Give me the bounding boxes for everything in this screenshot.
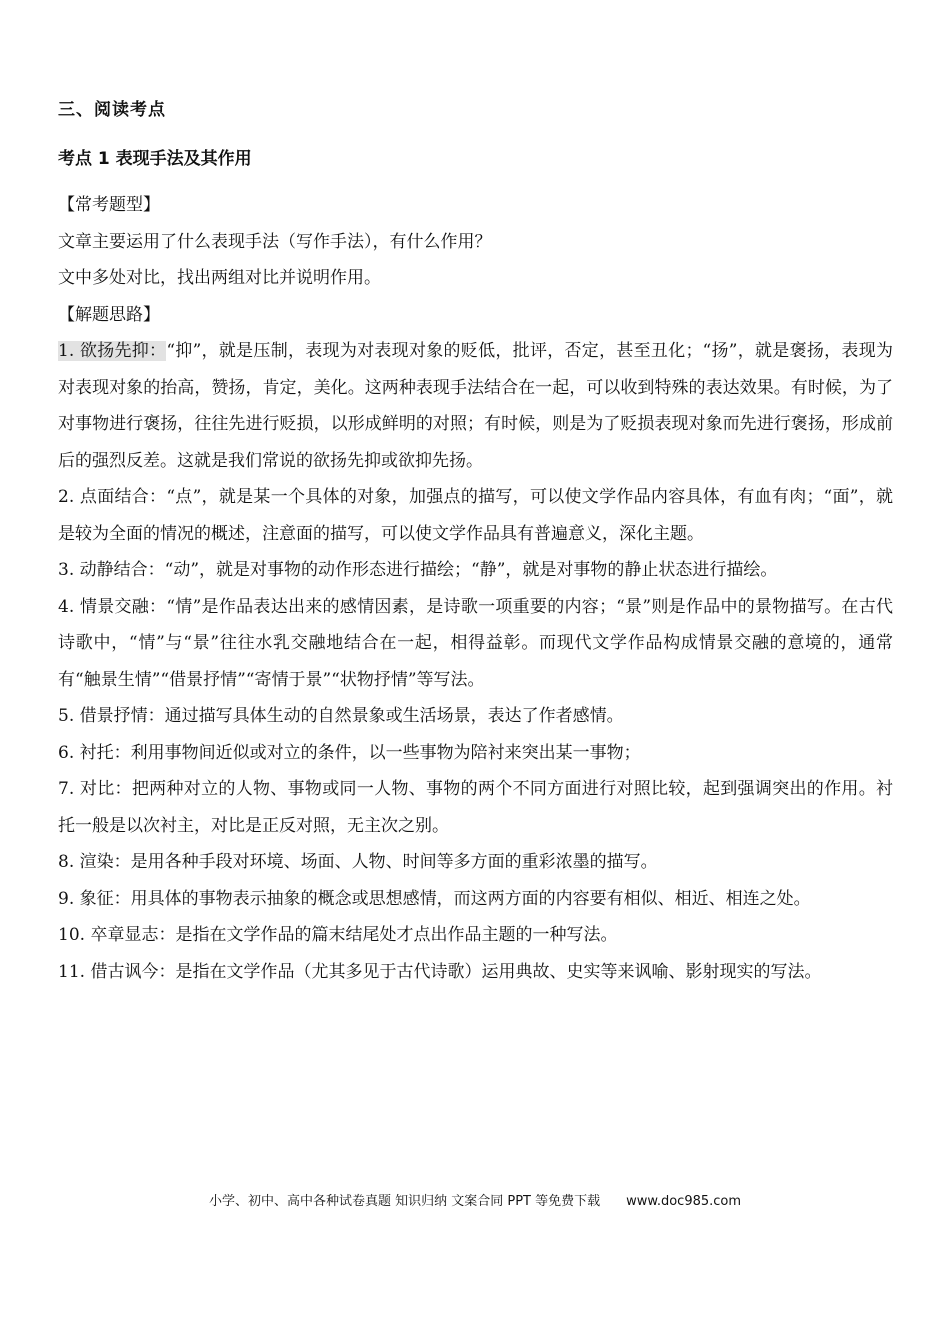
technique-item (58, 479, 893, 552)
approach-heading: 【解题思路】 (58, 304, 160, 325)
technique-item (58, 333, 893, 479)
technique-label: 3. 动静结合： (58, 560, 165, 580)
technique-text: “抑”，就是压制，表现为对表现对象的贬低，批评，否定，甚至丑化；“扬”，就是褒扬，表现为对表现对象的抬高，赞扬，肯定，美化。这两种表现手法结合在一起，可以收到特殊的表达效果。有时候，为了对事物进行褒扬，往往先进行贬损，以形成鲜明的对照；有时候，则是为了贬损表现对象而先进行褒扬，形成前后的强烈反差。这就是我们常说的欲扬先抑或欲抑先扬。 (58, 341, 893, 471)
technique-item (58, 844, 893, 881)
document-body (58, 187, 893, 990)
technique-label: 9. 象征： (58, 888, 131, 909)
technique-item (58, 698, 893, 735)
technique-text: “点”，就是某一个具体的对象，加强点的描写，可以使文学作品内容具体，有血有肉；“面”，就是较为全面的情况的概述，注意面的描写，可以使文学作品具有普遍意义，深化主题。 (58, 487, 893, 544)
technique-text: 把两种对立的人物、事物或同一人物、事物的两个不同方面进行对照比较，起到强调突出的作用。衬托一般是以次衬主，对比是正反对照，无主次之别。 (58, 779, 894, 836)
technique-text: 是指在文学作品（尤其多见于古代诗歌）运用典故、史实等来讽喻、影射现实的写法。 (175, 961, 822, 982)
technique-label: 2. 点面结合： (58, 487, 167, 507)
footer-url[interactable]: www.doc985.com (626, 1194, 742, 1209)
technique-item (58, 771, 893, 844)
question-item: 文中多处对比，找出两组对比并说明作用。 (58, 268, 381, 288)
technique-label: 8. 渲染： (58, 852, 131, 872)
technique-text: 是用各种手段对环境、场面、人物、时间等多方面的重彩浓墨的描写。 (130, 852, 658, 872)
technique-text: 通过描写具体生动的自然景象或生活场景，表达了作者感情。 (164, 706, 624, 726)
point-title: 考点 1 表现手法及其作用 (58, 149, 252, 169)
technique-item (58, 954, 893, 991)
technique-text: 是指在文学作品的篇末结尾处才点出作品主题的一种写法。 (175, 925, 618, 945)
technique-label: 11. 借古讽今： (58, 961, 176, 982)
technique-text: 利用事物间近似或对立的条件，以一些事物为陪衬来突出某一事物； (130, 742, 641, 763)
technique-item (58, 735, 893, 772)
technique-label: 5. 借景抒情： (58, 706, 165, 726)
common-questions-heading: 【常考题型】 (58, 195, 160, 215)
technique-text: “动”，就是对事物的动作形态进行描绘；“静”，就是对事物的静止状态进行描绘。 (164, 560, 778, 580)
technique-label: 6. 衬托： (58, 742, 131, 763)
technique-item (58, 917, 893, 954)
technique-item (58, 552, 893, 589)
technique-text: “情”是作品表达出来的感情因素，是诗歌一项重要的内容；“景”则是作品中的景物描写。在古代诗歌中，“情”与“景”往往水乳交融地结合在一起，相得益彰。而现代文学作品构成情景交融的意境的，通常有“触景生情”“借景抒情”“寄情于景”“状物抒情”等写法。 (58, 596, 893, 690)
technique-label: 1. 欲扬先抑： (58, 341, 167, 361)
footer-text: 小学、初中、高中各种试卷真题 知识归纳 文案合同 PPT 等免费下载 (208, 1194, 601, 1209)
technique-text: 用具体的事物表示抽象的概念或思想感情，而这两方面的内容要有相似、相近、相连之处。 (130, 888, 811, 909)
technique-label: 4. 情景交融： (58, 596, 167, 617)
technique-label: 7. 对比： (58, 779, 132, 799)
page-footer (0, 1190, 950, 1209)
section-title: 三、阅读考点 (58, 100, 166, 120)
question-item: 文章主要运用了什么表现手法（写作手法），有什么作用？ (58, 231, 492, 252)
technique-label: 10. 卒章显志： (58, 925, 176, 945)
technique-item (58, 589, 893, 699)
technique-item (58, 881, 893, 918)
